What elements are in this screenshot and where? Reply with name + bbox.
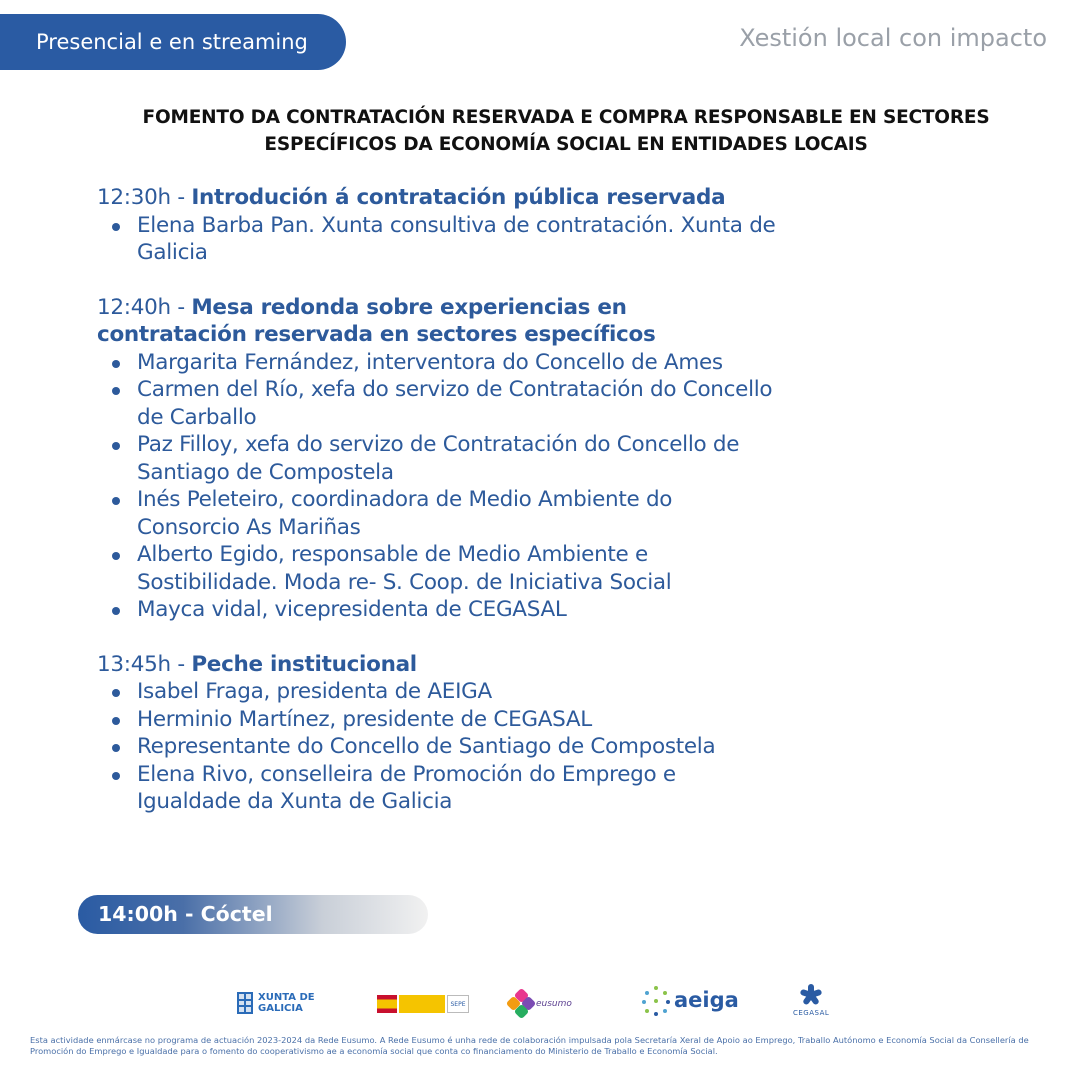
program-topic: Peche institucional: [191, 651, 417, 677]
program-heading: [97, 184, 777, 212]
aeiga-dots-icon: [641, 985, 671, 1015]
closing-badge: 14:00h - Cóctel: [78, 895, 428, 934]
footer-disclaimer: Esta actividade enmárcase no programa de actuación 2023-2024 da Rede Eusumo. A Rede Eusumo é unha rede de colaboración impulsada pola Secretaría Xeral de Apoio ao Emprego, Traballo Autónomo e Economía Social da Consellería de Promoción do Emprego e Igualdade para o fomento do cooperativismo ae a economía social que conta co financiamento do Ministerio de Traballo e Economía Social.: [30, 1035, 1029, 1056]
program-block: [97, 184, 777, 267]
speaker-item: Paz Filloy, xefa do servizo de Contratación do Concello de Santiago de Compostela: [97, 431, 777, 486]
speaker-item: Representante do Concello de Santiago de Compostela: [97, 733, 777, 761]
program-list: [97, 184, 777, 843]
program-topic: Introdución á contratación pública reservada: [191, 185, 726, 210]
program-block: [97, 294, 777, 624]
speaker-item: Herminio Martínez, presidente de CEGASAL: [97, 706, 777, 734]
sepe-logo: [377, 995, 469, 1013]
eusumo-logo-text: eusumo: [536, 999, 572, 1009]
aeiga-logo-text: aeiga: [674, 988, 739, 1012]
eusumo-logo: [508, 990, 572, 1018]
speaker-list: [97, 349, 777, 624]
speaker-item: Inés Peleteiro, coordinadora de Medio Ambiente do Consorcio As Mariñas: [97, 486, 777, 541]
program-time: 12:40h -: [97, 294, 192, 320]
program-block: [97, 651, 777, 816]
speaker-item: Elena Barba Pan. Xunta consultiva de contratación. Xunta de Galicia: [97, 212, 777, 267]
xunta-emblem-icon: [237, 992, 253, 1014]
cegasal-logo: [793, 984, 829, 1017]
page-title: [100, 104, 1032, 158]
spain-flag-icon: [377, 995, 397, 1013]
eusumo-mark-icon: [508, 990, 534, 1018]
mode-badge: Presencial e en streaming: [0, 14, 346, 70]
ministry-bar-icon: [399, 995, 445, 1013]
speaker-list: [97, 678, 777, 816]
cegasal-star-icon: [800, 984, 822, 1006]
sponsor-logos: [0, 980, 1080, 1030]
title-line-2: ESPECÍFICOS DA ECONOMÍA SOCIAL EN ENTIDADES LOCAIS: [264, 134, 868, 155]
sepe-logo-text: SEPE: [447, 995, 469, 1013]
program-heading: [97, 294, 777, 349]
program-time: 12:30h -: [97, 185, 192, 210]
speaker-list: [97, 212, 777, 267]
title-line-1: FOMENTO DA CONTRATACIÓN RESERVADA E COMPRA RESPONSABLE EN SECTORES: [142, 107, 990, 128]
aeiga-logo: [641, 985, 739, 1015]
tagline: Xestión local con impacto: [739, 24, 1047, 52]
program-heading: [97, 651, 777, 679]
cegasal-logo-text: CEGASAL: [793, 1009, 830, 1017]
speaker-item: Carmen del Río, xefa do servizo de Contratación do Concello de Carballo: [97, 376, 777, 431]
xunta-logo: [237, 992, 322, 1014]
speaker-item: Elena Rivo, conselleira de Promoción do Emprego e Igualdade da Xunta de Galicia: [97, 761, 777, 816]
program-topic: Mesa redonda sobre experiencias en contratación reservada en sectores específicos: [97, 294, 656, 347]
xunta-logo-text: XUNTA DE GALICIA: [258, 992, 315, 1014]
speaker-item: Margarita Fernández, interventora do Concello de Ames: [97, 349, 777, 377]
program-time: 13:45h -: [97, 651, 192, 677]
speaker-item: Alberto Egido, responsable de Medio Ambiente e Sostibilidade. Moda re- S. Coop. de Iniciativa Social: [97, 541, 777, 596]
speaker-item: Mayca vidal, vicepresidenta de CEGASAL: [97, 596, 777, 624]
speaker-item: Isabel Fraga, presidenta de AEIGA: [97, 678, 777, 706]
